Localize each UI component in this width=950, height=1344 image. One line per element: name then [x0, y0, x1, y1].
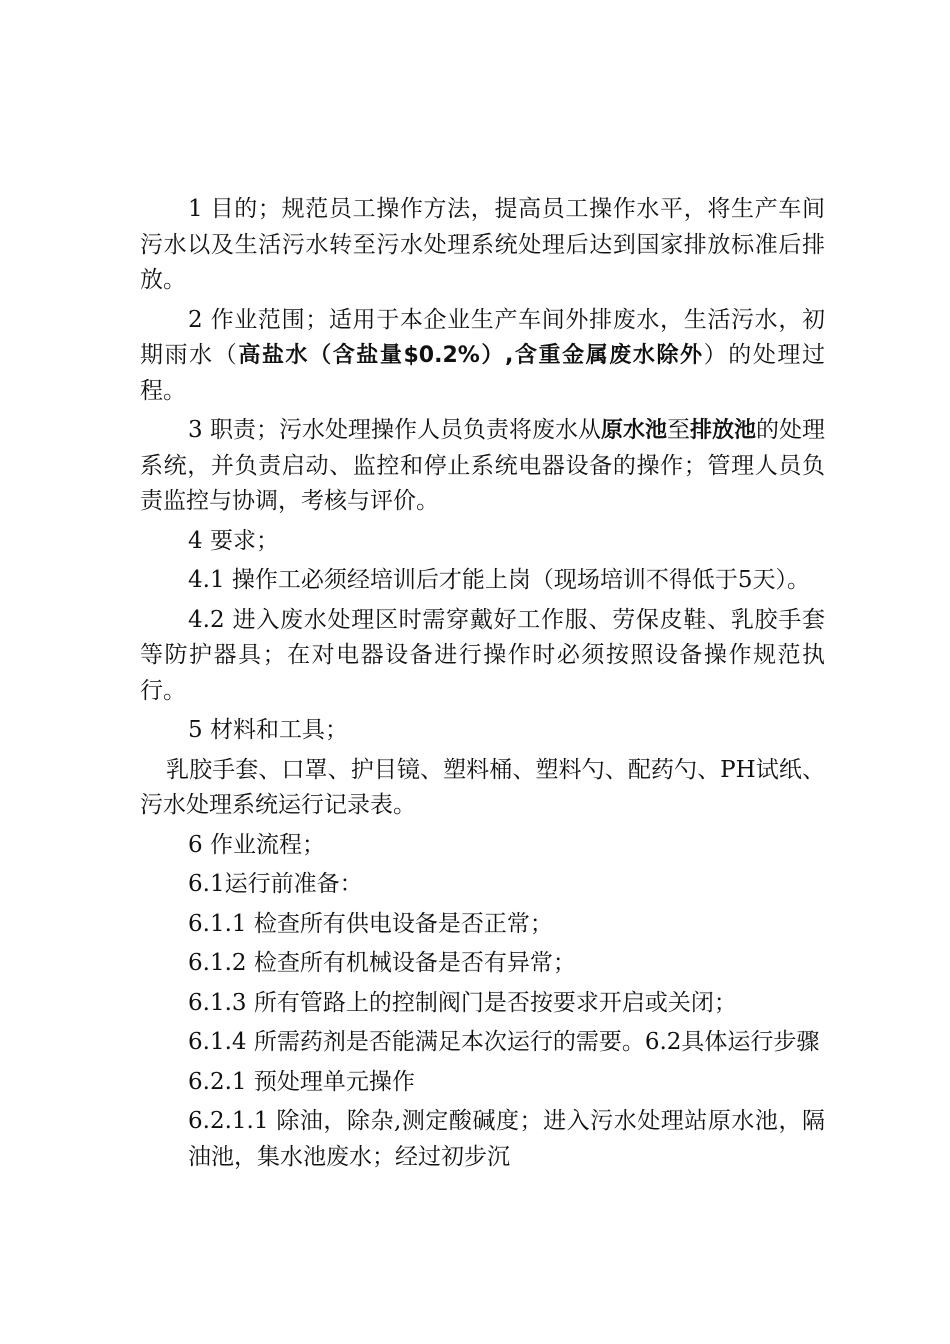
section-1-purpose: 1 目的；规范员工操作方法，提高员工操作水平，将生产车间污水以及生活污水转至污水处理系统处理后达到国家排放标准后排放。	[140, 196, 825, 293]
section-5-materials: 5 材料和工具；	[188, 717, 348, 743]
section-3-duties	[140, 413, 825, 520]
section-4-1: 4.1 操作工必须经培训后才能上岗（现场培训不得低于5天）。	[188, 567, 811, 593]
section-6-1: 6.1运行前准备：	[188, 871, 363, 897]
section-3-text-end: 的处理系统，并负责启动、监控和停止系统电器设备的操作；管理人员负责监控与协调，考核与评价。	[140, 417, 826, 514]
discharge-pool: 排放池	[690, 418, 757, 443]
raw-water-pool: 原水池	[600, 418, 667, 443]
section-4-2: 4.2 进入废水处理区时需穿戴好工作服、劳保皮鞋、乳胶手套等防护器具；在对电器设备进行操作时必须按照设备操作规范执行。	[140, 606, 825, 704]
section-4-requirements: 4 要求；	[188, 527, 279, 554]
document-body	[140, 192, 825, 1175]
section-6-1-2: 6.1.2 检查所有机械设备是否有异常；	[188, 950, 576, 976]
section-6-1-1: 6.1.1 检查所有供电设备是否正常；	[188, 910, 553, 937]
section-3-text: 3 职责；污水处理操作人员负责将废水从	[188, 417, 601, 443]
section-2-text-end: ）的处理过程。	[140, 342, 826, 404]
section-6-workflow: 6 作业流程；	[188, 831, 325, 858]
section-6-2-1: 6.2.1 预处理单元操作	[188, 1068, 415, 1095]
section-2-scope	[140, 303, 825, 410]
section-6-1-4: 6.1.4 所需药剂是否能满足本次运行的需要。6.2具体运行步骤	[188, 1029, 820, 1055]
section-3-to: 至	[666, 417, 690, 443]
section-5-body: 乳胶手套、口罩、护目镜、塑料桶、塑料勺、配药勺、PH试纸、污水处理系统运行记录表。	[140, 756, 825, 818]
section-6-1-3: 6.1.3 所有管路上的控制阀门是否按要求开启或关闭；	[188, 989, 737, 1016]
section-6-2-1-1: 6.2.1.1 除油，除杂,测定酸碱度；进入污水处理站原水池，隔油池，集水池废水；经过初步沉	[188, 1108, 825, 1170]
section-2-exclusion: 高盐水（含盐量$0.2%）,含重金属废水除外	[238, 343, 704, 368]
section-2-text: 2 作业范围；适用于本企业生产车间外排废水，生活污水，初期雨水（	[140, 306, 825, 368]
